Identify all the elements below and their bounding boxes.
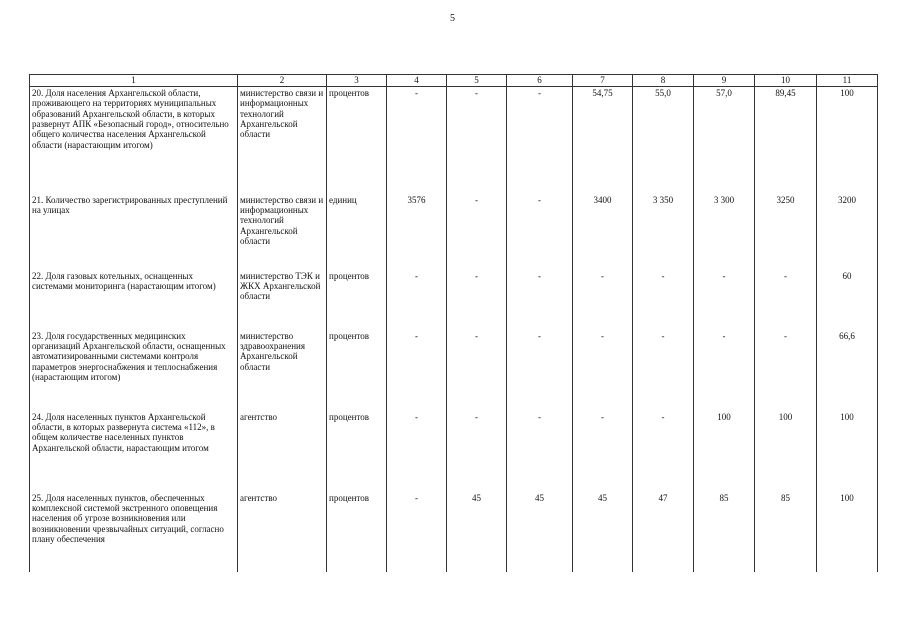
- value-cell: -: [507, 194, 573, 270]
- value-cell: -: [573, 411, 633, 492]
- value-cell: 85: [694, 492, 755, 572]
- value-cell: -: [507, 411, 573, 492]
- value-cell: 89,45: [755, 87, 817, 194]
- header-row: [30, 75, 878, 87]
- table-row: [30, 87, 878, 194]
- header-cell: 1: [30, 75, 238, 87]
- indicator-name: 23. Доля государственных медицинских организаций Архангельской области, оснащенных автоматизированными системами контроля параметров энергоснабжения и теплоснабжения (нарастающим итогом): [30, 330, 238, 411]
- header-cell: 3: [327, 75, 387, 87]
- value-cell: 45: [507, 492, 573, 572]
- responsible-agency: министерство здравоохранения Архангельской области: [238, 330, 327, 411]
- value-cell: 47: [633, 492, 694, 572]
- responsible-agency: министерство ТЭК и ЖКХ Архангельской области: [238, 270, 327, 330]
- value-cell: -: [447, 270, 507, 330]
- value-cell: 66,6: [817, 330, 878, 411]
- header-cell: 9: [694, 75, 755, 87]
- value-cell: 54,75: [573, 87, 633, 194]
- indicator-name: 20. Доля населения Архангельской области, проживающего на территориях муниципальных образований Архангельской области, в которых развернут АПК «Безопасный город», относительно общего количества населения Архангельской области (нарастающим итогом): [30, 87, 238, 194]
- value-cell: 100: [817, 87, 878, 194]
- header-cell: 7: [573, 75, 633, 87]
- table-row: [30, 330, 878, 411]
- table-row: [30, 492, 878, 572]
- value-cell: -: [507, 330, 573, 411]
- value-cell: 57,0: [694, 87, 755, 194]
- value-cell: 55,0: [633, 87, 694, 194]
- value-cell: -: [387, 270, 447, 330]
- value-cell: -: [633, 411, 694, 492]
- value-cell: -: [573, 330, 633, 411]
- value-cell: 3200: [817, 194, 878, 270]
- value-cell: -: [633, 330, 694, 411]
- value-cell: 3 300: [694, 194, 755, 270]
- table-row: [30, 411, 878, 492]
- value-cell: -: [755, 270, 817, 330]
- value-cell: 85: [755, 492, 817, 572]
- value-cell: 45: [573, 492, 633, 572]
- value-cell: -: [387, 330, 447, 411]
- unit: единиц: [327, 194, 387, 270]
- value-cell: -: [447, 411, 507, 492]
- header-cell: 2: [238, 75, 327, 87]
- value-cell: -: [447, 330, 507, 411]
- header-cell: 6: [507, 75, 573, 87]
- table-row: [30, 270, 878, 330]
- table-row: [30, 194, 878, 270]
- unit: процентов: [327, 411, 387, 492]
- value-cell: 3400: [573, 194, 633, 270]
- value-cell: 3250: [755, 194, 817, 270]
- value-cell: -: [387, 492, 447, 572]
- unit: процентов: [327, 87, 387, 194]
- responsible-agency: агентство: [238, 492, 327, 572]
- responsible-agency: агентство: [238, 411, 327, 492]
- value-cell: 3576: [387, 194, 447, 270]
- responsible-agency: министерство связи и информационных технологий Архангельской области: [238, 194, 327, 270]
- value-cell: 3 350: [633, 194, 694, 270]
- responsible-agency: министерство связи и информационных технологий Архангельской области: [238, 87, 327, 194]
- value-cell: -: [507, 87, 573, 194]
- indicator-name: 22. Доля газовых котельных, оснащенных системами мониторинга (нарастающим итогом): [30, 270, 238, 330]
- value-cell: -: [447, 194, 507, 270]
- value-cell: 100: [694, 411, 755, 492]
- value-cell: -: [694, 270, 755, 330]
- header-cell: 11: [817, 75, 878, 87]
- header-cell: 5: [447, 75, 507, 87]
- unit: процентов: [327, 330, 387, 411]
- value-cell: -: [507, 270, 573, 330]
- value-cell: 100: [755, 411, 817, 492]
- value-cell: -: [755, 330, 817, 411]
- indicator-name: 21. Количество зарегистрированных преступлений на улицах: [30, 194, 238, 270]
- header-cell: 4: [387, 75, 447, 87]
- value-cell: 100: [817, 411, 878, 492]
- value-cell: -: [387, 87, 447, 194]
- value-cell: 60: [817, 270, 878, 330]
- value-cell: -: [694, 330, 755, 411]
- header-cell: 8: [633, 75, 694, 87]
- indicators-table: [29, 74, 878, 572]
- page-number: 5: [450, 13, 455, 24]
- indicator-name: 24. Доля населенных пунктов Архангельской области, в которых развернута система «112», в общем количестве населенных пунктов Архангельской области, нарастающим итогом: [30, 411, 238, 492]
- value-cell: -: [447, 87, 507, 194]
- value-cell: -: [573, 270, 633, 330]
- header-cell: 10: [755, 75, 817, 87]
- value-cell: -: [633, 270, 694, 330]
- value-cell: 100: [817, 492, 878, 572]
- unit: процентов: [327, 270, 387, 330]
- indicator-name: 25. Доля населенных пунктов, обеспеченных комплексной системой экстренного оповещения населения об угрозе возникновения или возникновении чрезвычайных ситуаций, согласно плану обеспечения: [30, 492, 238, 572]
- unit: процентов: [327, 492, 387, 572]
- value-cell: -: [387, 411, 447, 492]
- value-cell: 45: [447, 492, 507, 572]
